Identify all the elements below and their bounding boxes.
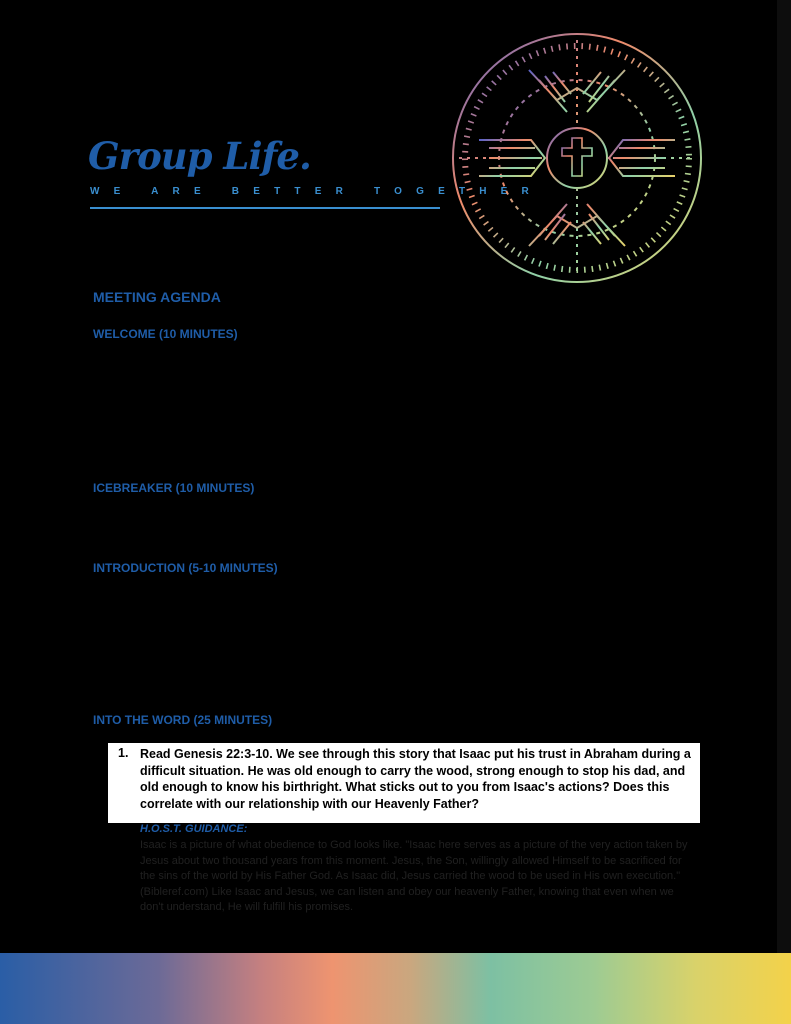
- agenda-title: MEETING AGENDA: [93, 289, 221, 305]
- page-edge: [777, 0, 791, 1024]
- guidance-text: Isaac is a picture of what obedience to God looks like. "Isaac here serves as a picture of the very action taken by Jesus about two thousand years from this moment. Jesus, the Son, willingly allowed Himself to be sacrificed for the sins of the world by His Father God. As Isaac did, Jesus carried the wood to be used in His own execution." (Bibleref.com) Like Isaac and Jesus, we can listen and obey our heavenly Father, knowing that even when we don't understand, He will fulfill his promises.: [140, 839, 688, 913]
- section-icebreaker: ICEBREAKER (10 MINUTES): [93, 481, 255, 495]
- guidance-label: H.O.S.T. GUIDANCE:: [140, 823, 248, 835]
- section-welcome: WELCOME (10 MINUTES): [93, 327, 238, 341]
- section-introduction: INTRODUCTION (5-10 MINUTES): [93, 561, 278, 575]
- emblem-icon: [449, 30, 705, 286]
- brand-title: Group Life.: [88, 134, 311, 178]
- brand-tagline: WE ARE BETTER TOGETHER: [90, 186, 543, 197]
- question-number: 1.: [118, 746, 129, 760]
- question-item: [108, 743, 700, 823]
- tagline-divider: [90, 207, 440, 209]
- question-text: Read Genesis 22:3-10. We see through this story that Isaac put his trust in Abraham during a difficult situation. He was old enough to carry the wood, strong enough to stop his dad, and old enough to know his birthright. What sticks out to you from Isaac's actions? Does this correlate with our relationship with our Heavenly Father?: [140, 747, 691, 811]
- footer-gradient-bar: [0, 953, 791, 1024]
- section-into-the-word: INTO THE WORD (25 MINUTES): [93, 713, 273, 727]
